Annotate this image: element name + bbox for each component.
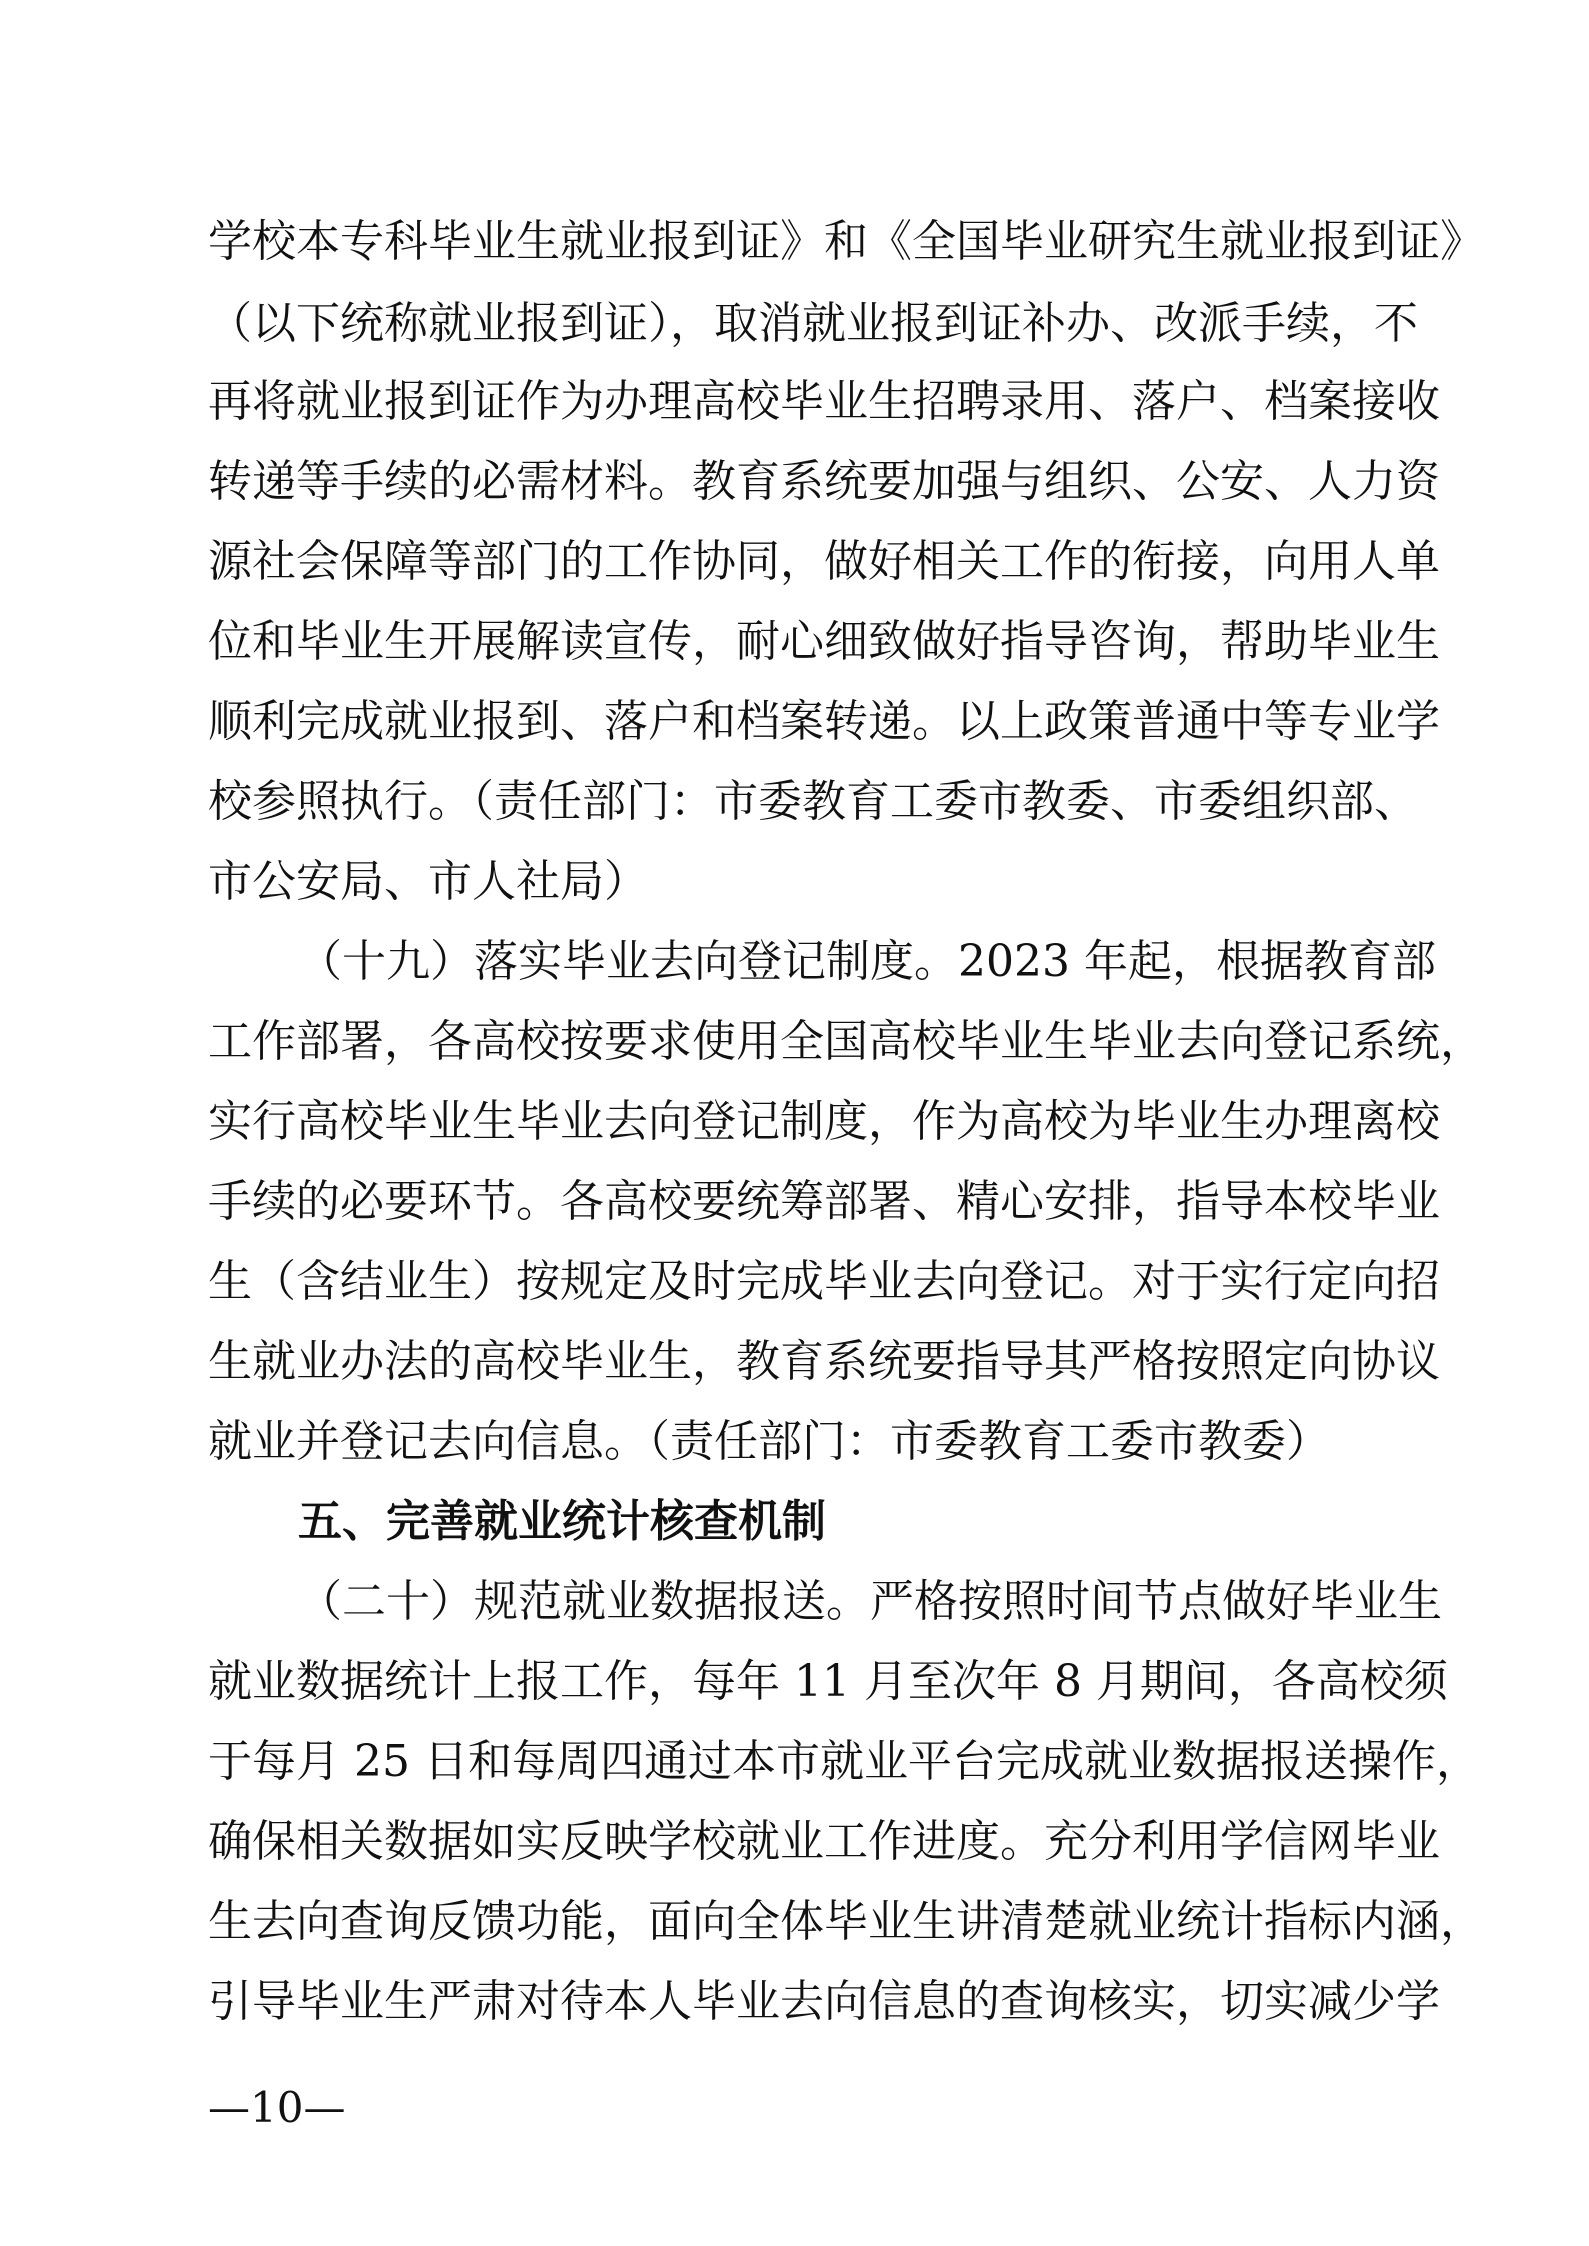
paragraph-3-line-4: 确保相关数据如实反映学校就业工作进度。充分利用学信网毕业	[208, 1816, 1440, 1867]
paragraph-3-line-3: 于每月 25 日和每周四通过本市就业平台完成就业数据报送操作，	[208, 1736, 1480, 1787]
section-heading: 五、完善就业统计核查机制	[298, 1496, 826, 1547]
paragraph-2-line-5: 生（含结业生）按规定及时完成毕业去向登记。对于实行定向招	[208, 1256, 1440, 1307]
paragraph-2-line-2: 工作部署，各高校按要求使用全国高校毕业生毕业去向登记系统，	[208, 1016, 1484, 1067]
page-number: —10—	[208, 2083, 346, 2132]
paragraph-2-line-7: 就业并登记去向信息。（责任部门：市委教育工委市教委）	[208, 1416, 1330, 1467]
paragraph-3-line-5: 生去向查询反馈功能，面向全体毕业生讲清楚就业统计指标内涵，	[208, 1896, 1484, 1947]
paragraph-1-line-6: 位和毕业生开展解读宣传，耐心细致做好指导咨询，帮助毕业生	[208, 616, 1440, 667]
paragraph-1-line-1: 学校本专科毕业生就业报到证》和《全国毕业研究生就业报到证》	[208, 216, 1484, 267]
paragraph-2-line-4: 手续的必要环节。各高校要统筹部署、精心安排，指导本校毕业	[208, 1176, 1440, 1227]
paragraph-1-line-4: 转递等手续的必需材料。教育系统要加强与组织、公安、人力资	[208, 456, 1440, 507]
paragraph-1-line-2: （以下统称就业报到证），取消就业报到证补办、改派手续，不	[208, 298, 1418, 349]
paragraph-3-line-6: 引导毕业生严肃对待本人毕业去向信息的查询核实，切实减少学	[208, 1976, 1440, 2027]
paragraph-1-line-5: 源社会保障等部门的工作协同，做好相关工作的衔接，向用人单	[208, 536, 1440, 587]
paragraph-3-line-1: （二十）规范就业数据报送。严格按照时间节点做好毕业生	[298, 1576, 1442, 1627]
paragraph-1-line-8: 校参照执行。（责任部门：市委教育工委市教委、市委组织部、	[208, 776, 1418, 827]
paragraph-1-line-3: 再将就业报到证作为办理高校毕业生招聘录用、落户、档案接收	[208, 376, 1440, 427]
paragraph-2-line-1: （十九）落实毕业去向登记制度。2023 年起，根据教育部	[298, 936, 1436, 987]
paragraph-1-line-7: 顺利完成就业报到、落户和档案转递。以上政策普通中等专业学	[208, 696, 1440, 747]
paragraph-1-line-9: 市公安局、市人社局）	[208, 856, 648, 907]
paragraph-3-line-2: 就业数据统计上报工作，每年 11 月至次年 8 月期间，各高校须	[208, 1656, 1448, 1707]
paragraph-2-line-6: 生就业办法的高校毕业生，教育系统要指导其严格按照定向协议	[208, 1336, 1440, 1387]
paragraph-2-line-3: 实行高校毕业生毕业去向登记制度，作为高校为毕业生办理离校	[208, 1096, 1440, 1147]
